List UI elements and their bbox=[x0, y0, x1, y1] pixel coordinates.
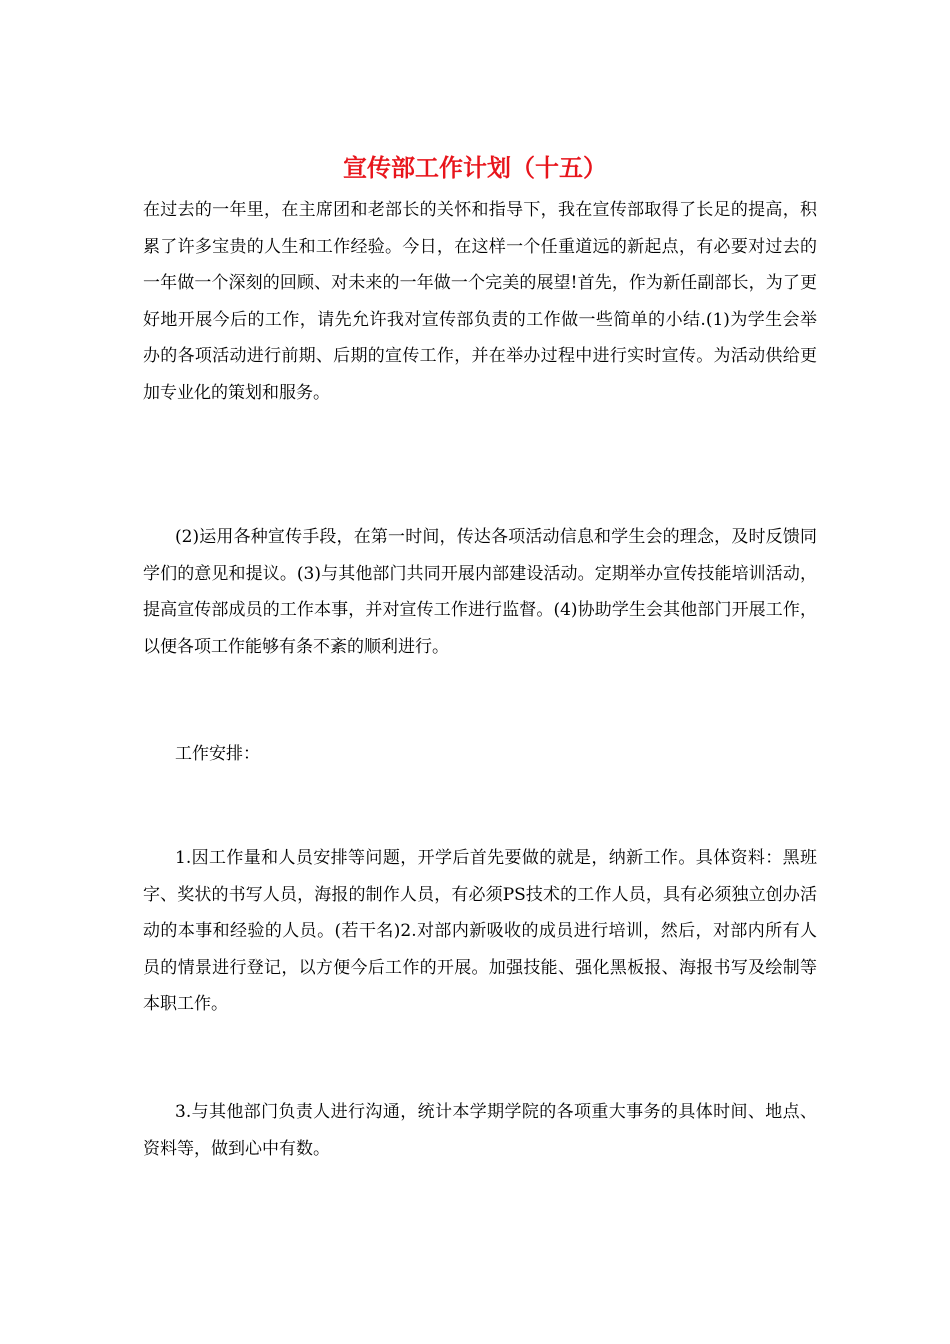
document-title: 宣传部工作计划（十五） bbox=[343, 153, 607, 182]
paragraph-item-3: 3.与其他部门负责人进行沟通，统计本学期学院的各项重大事务的具体时间、地点、资料等，做到心中有数。 bbox=[143, 1102, 817, 1159]
paragraph-summary: 在过去的一年里，在主席团和老部长的关怀和指导下，我在宣传部取得了长足的提高，积累了许多宝贵的人生和工作经验。今日，在这样一个任重道远的新起点，有必要对过去的一年做一个深刻的回顾、对未来的一年做一个完美的展望!首先，作为新任副部长，为了更好地开展今后的工作，请先允许我对宣传部负责的工作做一些简单的小结.(1)为学生会举办的各项活动进行前期、后期的宣传工作，并在举办过程中进行实时宣传。为活动供给更加专业化的策划和服务。 bbox=[143, 200, 817, 403]
paragraph-summary-continued: (2)运用各种宣传手段，在第一时间，传达各项活动信息和学生会的理念，及时反馈同学们的意见和提议。(3)与其他部门共同开展内部建设活动。定期举办宣传技能培训活动，提高宣传部成员的工作本事，并对宣传工作进行监督。(4)协助学生会其他部门开展工作，以便各项工作能够有条不紊的顺利进行。 bbox=[143, 527, 817, 657]
paragraph-item-1-2: 1.因工作量和人员安排等问题，开学后首先要做的就是，纳新工作。具体资料：黑班字、奖状的书写人员，海报的制作人员，有必须PS技术的工作人员，具有必须独立创办活动的本事和经验的人员。(若干名)2.对部内新吸收的成员进行培训，然后，对部内所有人员的情景进行登记，以方便今后工作的开展。加强技能、强化黑板报、海报书写及绘制等本职工作。 bbox=[143, 848, 817, 1014]
section-heading-work-arrangement: 工作安排： bbox=[175, 744, 260, 764]
